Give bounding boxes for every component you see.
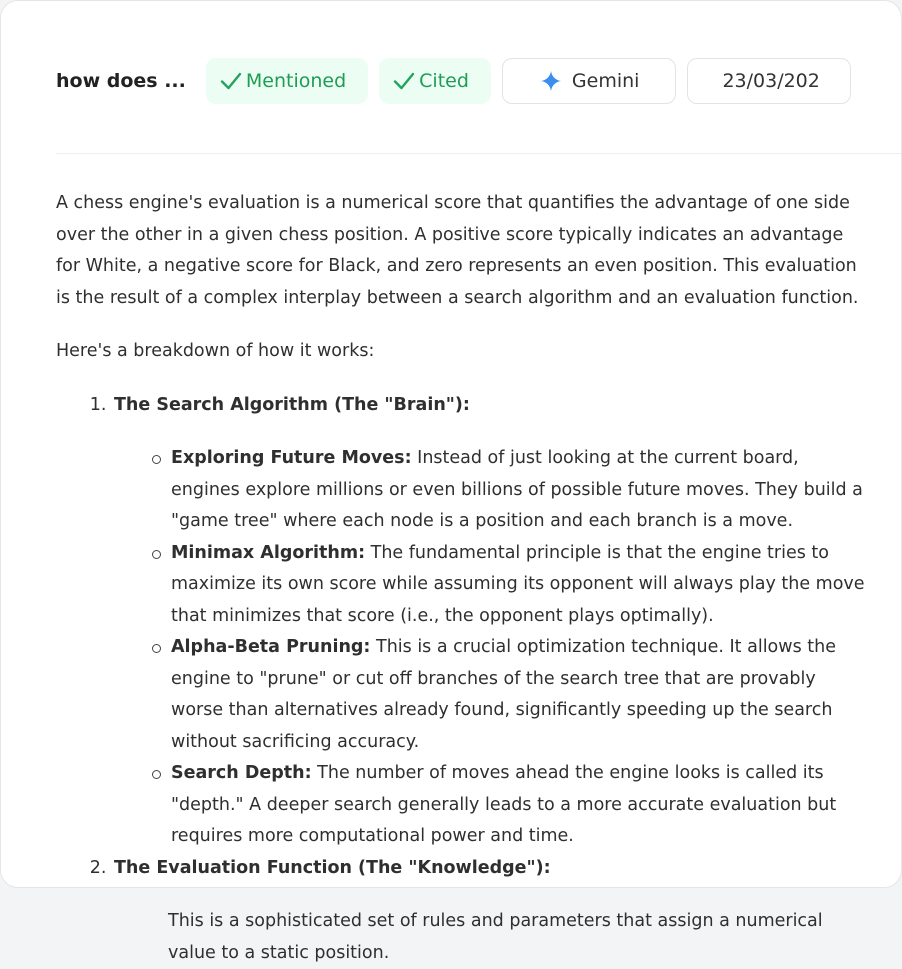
- step-title: 2. The Evaluation Function (The "Knowledge"):: [114, 857, 551, 878]
- sub-item-text: This is a crucial optimization technique. It allows the engine to "prune" or cut off branches of the search tree that are provably worse than alternatives already found, significantly speeding up the search without sacrificing accuracy.: [171, 637, 836, 752]
- intro-paragraph: A chess engine's evaluation is a numerical score that quantifies the advantage of one side over the other in a given chess position. A positive score typically indicates an advantage for White, a negative score for Black, and zero represents an even position. This evaluation is the result of a complex interplay between a search algorithm and an evaluation function.: [56, 193, 859, 308]
- response-header: [56, 58, 862, 104]
- sub-item: [171, 758, 866, 853]
- step-item: [112, 853, 866, 885]
- breakdown-intro: Here's a breakdown of how it works:: [56, 341, 375, 361]
- sub-list: [114, 443, 866, 853]
- sub-item-text: Instead of just looking at the current board, engines explore millions or even billions of possible future moves. They build a "game tree" where each node is a position and each branch is a move.: [171, 448, 863, 531]
- sub-item: [171, 538, 866, 633]
- model-label: Gemini: [571, 70, 640, 92]
- sub-item-term: Minimax Algorithm:: [171, 542, 366, 563]
- date-chip[interactable]: [687, 58, 850, 104]
- sub-item-term: Alpha-Beta Pruning:: [171, 637, 371, 657]
- query-title[interactable]: how does ...: [56, 70, 186, 92]
- date-label: 23/03/202: [722, 70, 820, 92]
- sub-item: [171, 443, 866, 538]
- trailing-text: This is a sophisticated set of rules and parameters that assign a numerical value to a static position.: [168, 911, 823, 963]
- mentioned-badge: [206, 58, 368, 104]
- check-icon: [393, 72, 415, 90]
- sub-item-term: Search Depth:: [171, 763, 312, 783]
- mentioned-label: Mentioned: [245, 70, 347, 92]
- sub-item: [171, 632, 866, 758]
- response-body: [56, 188, 866, 969]
- sparkle-icon: [541, 71, 561, 91]
- model-chip[interactable]: [502, 58, 677, 104]
- sub-item-text: The fundamental principle is that the engine tries to maximize its own score while assuming its opponent will always play the move that minimizes that score (i.e., the opponent plays optimally).: [171, 542, 865, 626]
- header-divider: [56, 153, 901, 154]
- steps-list: [56, 390, 866, 885]
- check-icon: [220, 72, 242, 90]
- cited-badge: [379, 58, 491, 104]
- sub-item-text: The number of moves ahead the engine looks is called its "depth." A deeper search generally leads to a more accurate evaluation but requires more computational power and time.: [171, 763, 837, 846]
- step-item: [112, 390, 866, 853]
- cited-label: Cited: [419, 70, 469, 92]
- sub-item-term: Exploring Future Moves:: [171, 448, 412, 468]
- step-title: 1. The Search Algorithm (The "Brain"):: [114, 394, 470, 415]
